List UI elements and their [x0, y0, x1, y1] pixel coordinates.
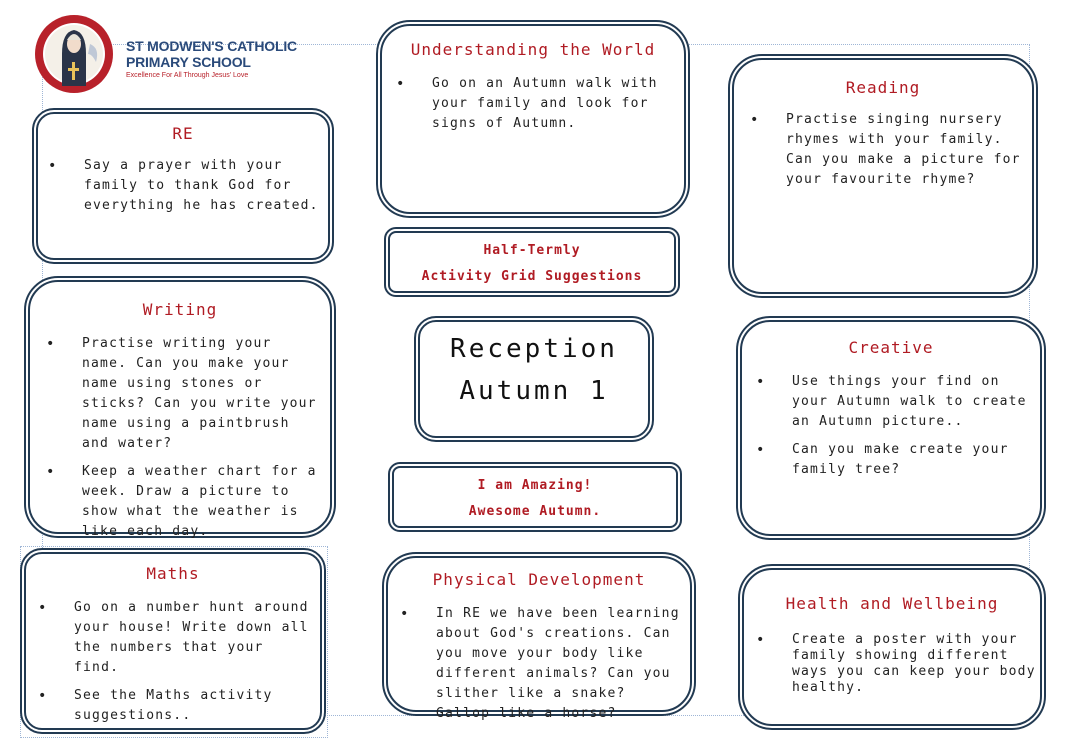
reading-card	[728, 54, 1038, 298]
understanding-card	[376, 20, 690, 218]
health-title: Health and Wellbeing	[785, 594, 999, 613]
understanding-title: Understanding the World	[410, 40, 656, 59]
re-title: RE	[172, 124, 194, 143]
understanding-list	[432, 74, 668, 142]
health-list	[792, 632, 1038, 704]
creative-list	[792, 372, 1028, 488]
topic-line1: I am Amazing!	[477, 478, 593, 493]
creative-title: Creative	[848, 338, 934, 357]
creative-card	[736, 316, 1046, 540]
class-name: Reception	[450, 334, 618, 364]
maths-list	[74, 598, 314, 734]
writing-item-2: • Keep a weather chart for a week. Draw a picture to show what the weather is like each day.	[82, 462, 322, 542]
school-crest-icon	[34, 14, 114, 94]
maths-item-1: • Go on a number hunt around your house! Write down all the numbers that your find.	[74, 598, 314, 678]
understanding-item-1: • Go on an Autumn walk with your family and look for signs of Autumn.	[432, 74, 668, 134]
school-name	[126, 38, 297, 70]
re-card	[32, 108, 334, 264]
physical-item-1: • In RE we have been learning about God's creations. Can you move your body like different animals? Can you slither like a snake? Gallop like a horse?	[436, 604, 684, 724]
topic-line2: Awesome Autumn.	[468, 504, 602, 519]
physical-title: Physical Development	[432, 570, 646, 589]
creative-item-2: • Can you make create your family tree?	[792, 440, 1028, 480]
school-motto: Excellence For All Through Jesus' Love	[126, 72, 249, 79]
maths-card	[20, 548, 326, 734]
class-term-card	[414, 316, 654, 442]
health-card	[738, 564, 1046, 730]
maths-title: Maths	[146, 564, 200, 583]
activity-grid-line1: Half-Termly	[483, 243, 581, 258]
writing-card	[24, 276, 336, 538]
topic-card	[388, 462, 682, 532]
physical-list	[436, 604, 684, 732]
writing-list	[82, 334, 322, 550]
activity-grid-card	[384, 227, 680, 297]
physical-card	[382, 552, 696, 721]
health-item-1: • Create a poster with your family showing different ways you can keep your body healthy.	[792, 632, 1038, 696]
reading-list	[786, 110, 1022, 198]
school-name-line1: ST MODWEN'S CATHOLIC	[126, 38, 297, 54]
school-name-line2: PRIMARY SCHOOL	[126, 54, 251, 70]
writing-title: Writing	[142, 300, 218, 319]
reading-title: Reading	[845, 78, 921, 97]
re-list	[84, 156, 320, 224]
writing-item-1: • Practise writing your name. Can you make your name using stones or sticks? Can you write your name using a paintbrush and water?	[82, 334, 322, 454]
creative-item-1: • Use things your find on your Autumn walk to create an Autumn picture..	[792, 372, 1028, 432]
school-logo	[34, 14, 324, 96]
term-name: Autumn 1	[459, 376, 609, 406]
reading-item-1: • Practise singing nursery rhymes with your family. Can you make a picture for your favourite rhyme?	[786, 110, 1022, 190]
activity-grid-line2: Activity Grid Suggestions	[421, 269, 643, 284]
maths-item-2: • See the Maths activity suggestions..	[74, 686, 314, 726]
re-item-1: • Say a prayer with your family to thank God for everything he has created.	[84, 156, 320, 216]
